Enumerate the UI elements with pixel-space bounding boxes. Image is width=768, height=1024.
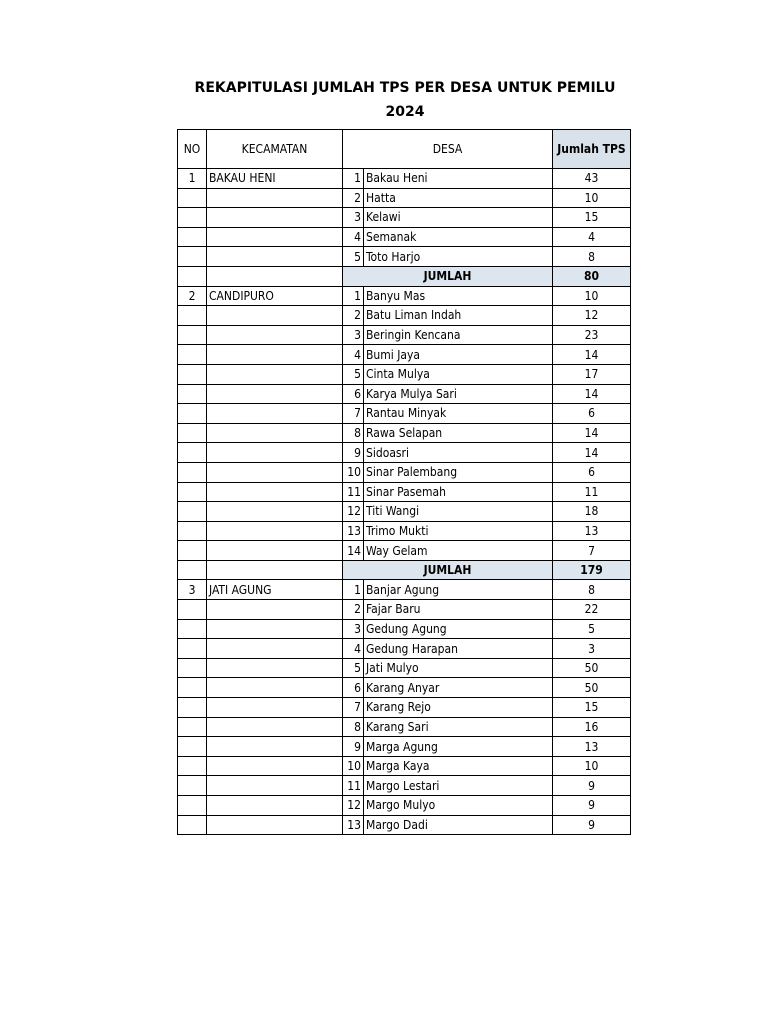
cell-desa-number: 8 [343,717,364,737]
cell-no [178,462,207,482]
cell-no [178,717,207,737]
title-line-2: 2024 [385,104,425,120]
cell-jumlah-tps: 9 [553,796,631,816]
cell-jumlah-tps: 23 [553,325,631,345]
cell-kecamatan [207,364,343,384]
cell-desa: Gedung Harapan [364,639,553,659]
table-row [178,796,631,816]
table-body [178,169,631,835]
cell-desa-number: 4 [343,227,364,247]
cell-no [178,208,207,228]
table-row [178,188,631,208]
cell-kecamatan [207,639,343,659]
table-row [178,541,631,561]
cell-desa-number: 9 [343,443,364,463]
cell-desa: Jati Mulyo [364,658,553,678]
cell-kecamatan [207,208,343,228]
cell-desa: Beringin Kencana [364,325,553,345]
cell-jumlah-tps: 50 [553,678,631,698]
cell-jumlah-tps: 18 [553,502,631,522]
cell-desa: Semanak [364,227,553,247]
table-row [178,345,631,365]
table-row [178,737,631,757]
cell-desa-number: 1 [343,286,364,306]
cell-jumlah-tps: 10 [553,756,631,776]
cell-kecamatan [207,502,343,522]
tps-recap-table [177,129,631,835]
cell-desa-number: 3 [343,619,364,639]
cell-jumlah-tps: 22 [553,600,631,620]
cell-no [178,502,207,522]
cell-jumlah-tps: 10 [553,188,631,208]
cell-no [178,658,207,678]
cell-desa-number: 6 [343,384,364,404]
cell-desa: Batu Liman Indah [364,306,553,326]
cell-no [178,325,207,345]
table-row [178,247,631,267]
cell-desa-number: 2 [343,188,364,208]
cell-desa: Karang Rejo [364,698,553,718]
cell-kecamatan [207,188,343,208]
cell-desa-number: 5 [343,658,364,678]
cell-kecamatan [207,521,343,541]
cell-desa-number: 5 [343,364,364,384]
cell-kecamatan [207,541,343,561]
cell-desa-number: 8 [343,423,364,443]
cell-desa: Gedung Agung [364,619,553,639]
cell-kecamatan [207,462,343,482]
table-row [178,580,631,600]
cell-no [178,443,207,463]
cell-kecamatan [207,404,343,424]
title-line-1: REKAPITULASI JUMLAH TPS PER DESA UNTUK PEMILU [194,80,616,96]
table-row [178,482,631,502]
table-row [178,815,631,835]
cell-desa: Toto Harjo [364,247,553,267]
subtotal-value: 80 [553,266,631,286]
cell-kecamatan [207,325,343,345]
cell-jumlah-tps: 14 [553,384,631,404]
cell-no [178,404,207,424]
cell-no [178,796,207,816]
cell-desa: Trimo Mukti [364,521,553,541]
cell-desa-number: 3 [343,208,364,228]
cell-kecamatan [207,815,343,835]
table-row [178,443,631,463]
cell-kecamatan [207,678,343,698]
cell-kecamatan [207,227,343,247]
cell-jumlah-tps: 15 [553,208,631,228]
cell-desa: Banyu Mas [364,286,553,306]
cell-kecamatan [207,658,343,678]
cell-desa-number: 10 [343,462,364,482]
table-row [178,521,631,541]
cell-jumlah-tps: 8 [553,247,631,267]
cell-no [178,600,207,620]
cell-jumlah-tps: 8 [553,580,631,600]
cell-no [178,619,207,639]
cell-no [178,227,207,247]
cell-kecamatan: BAKAU HENI [207,169,343,189]
cell-jumlah-tps: 11 [553,482,631,502]
cell-no [178,247,207,267]
cell-no [178,815,207,835]
cell-desa-number: 12 [343,502,364,522]
cell-jumlah-tps: 16 [553,717,631,737]
cell-no: 2 [178,286,207,306]
cell-desa: Karya Mulya Sari [364,384,553,404]
cell-kecamatan [207,384,343,404]
cell-kecamatan: CANDIPURO [207,286,343,306]
cell-desa: Way Gelam [364,541,553,561]
cell-no [178,698,207,718]
cell-desa: Rantau Minyak [364,404,553,424]
cell-jumlah-tps: 6 [553,404,631,424]
cell-desa: Bakau Heni [364,169,553,189]
cell-kecamatan [207,776,343,796]
cell-desa-number: 12 [343,796,364,816]
cell-no [178,384,207,404]
cell-desa: Karang Sari [364,717,553,737]
cell-jumlah-tps: 15 [553,698,631,718]
table-row [178,169,631,189]
table-row [178,776,631,796]
cell-desa: Marga Kaya [364,756,553,776]
cell-no [178,639,207,659]
cell-kecamatan [207,345,343,365]
cell-desa-number: 7 [343,404,364,424]
cell-no: 3 [178,580,207,600]
cell-desa-number: 6 [343,678,364,698]
cell-no [178,521,207,541]
cell-kecamatan [207,443,343,463]
cell-no [178,188,207,208]
cell-jumlah-tps: 13 [553,737,631,757]
table-row [178,639,631,659]
cell-no [178,776,207,796]
cell-desa-number: 13 [343,521,364,541]
table-row [178,658,631,678]
table-row [178,208,631,228]
cell-kecamatan [207,423,343,443]
table-row [178,227,631,247]
subtotal-label: JUMLAH [343,266,553,286]
cell-desa: Karang Anyar [364,678,553,698]
cell-desa: Sinar Palembang [364,462,553,482]
cell-jumlah-tps: 10 [553,286,631,306]
cell-desa-number: 2 [343,306,364,326]
cell-no [178,560,207,580]
cell-kecamatan [207,796,343,816]
cell-jumlah-tps: 5 [553,619,631,639]
cell-jumlah-tps: 9 [553,776,631,796]
cell-no: 1 [178,169,207,189]
header-desa: DESA [343,130,553,169]
cell-jumlah-tps: 43 [553,169,631,189]
cell-desa-number: 4 [343,345,364,365]
cell-desa-number: 1 [343,580,364,600]
cell-kecamatan [207,247,343,267]
cell-desa: Margo Dadi [364,815,553,835]
cell-desa: Cinta Mulya [364,364,553,384]
cell-kecamatan [207,306,343,326]
cell-no [178,541,207,561]
cell-kecamatan [207,698,343,718]
cell-desa-number: 1 [343,169,364,189]
table-row [178,678,631,698]
cell-desa: Marga Agung [364,737,553,757]
table-row [178,619,631,639]
cell-desa: Sidoasri [364,443,553,463]
cell-desa: Rawa Selapan [364,423,553,443]
table-row [178,717,631,737]
cell-kecamatan [207,717,343,737]
cell-no [178,678,207,698]
cell-no [178,482,207,502]
cell-no [178,737,207,757]
cell-no [178,423,207,443]
table-row [178,364,631,384]
cell-jumlah-tps: 17 [553,364,631,384]
cell-desa: Bumi Jaya [364,345,553,365]
table-row [178,286,631,306]
table-header-row [178,130,631,169]
cell-desa-number: 11 [343,482,364,502]
cell-jumlah-tps: 9 [553,815,631,835]
cell-no [178,345,207,365]
cell-kecamatan [207,482,343,502]
table-row [178,384,631,404]
cell-no [178,306,207,326]
cell-desa-number: 5 [343,247,364,267]
cell-desa-number: 10 [343,756,364,776]
cell-no [178,756,207,776]
cell-desa-number: 2 [343,600,364,620]
table-row [178,600,631,620]
cell-desa: Titi Wangi [364,502,553,522]
cell-kecamatan [207,560,343,580]
cell-kecamatan [207,756,343,776]
cell-jumlah-tps: 12 [553,306,631,326]
cell-kecamatan [207,619,343,639]
subtotal-row [178,266,631,286]
table-row [178,502,631,522]
cell-no [178,266,207,286]
header-no: NO [178,130,207,169]
table-row [178,306,631,326]
header-kecamatan: KECAMATAN [207,130,343,169]
cell-desa: Fajar Baru [364,600,553,620]
table-row [178,423,631,443]
cell-jumlah-tps: 14 [553,345,631,365]
cell-desa-number: 3 [343,325,364,345]
cell-desa: Hatta [364,188,553,208]
cell-desa: Margo Lestari [364,776,553,796]
cell-jumlah-tps: 7 [553,541,631,561]
cell-desa-number: 14 [343,541,364,561]
cell-desa: Kelawi [364,208,553,228]
subtotal-row [178,560,631,580]
cell-jumlah-tps: 50 [553,658,631,678]
cell-kecamatan [207,266,343,286]
cell-desa-number: 4 [343,639,364,659]
table-row [178,325,631,345]
cell-kecamatan [207,600,343,620]
cell-jumlah-tps: 6 [553,462,631,482]
table-row [178,698,631,718]
cell-desa: Sinar Pasemah [364,482,553,502]
cell-kecamatan [207,737,343,757]
cell-jumlah-tps: 4 [553,227,631,247]
cell-desa-number: 9 [343,737,364,757]
cell-desa: Margo Mulyo [364,796,553,816]
cell-kecamatan: JATI AGUNG [207,580,343,600]
cell-desa-number: 11 [343,776,364,796]
table-row [178,404,631,424]
page-title [150,76,660,124]
cell-desa-number: 7 [343,698,364,718]
cell-jumlah-tps: 13 [553,521,631,541]
cell-desa-number: 13 [343,815,364,835]
cell-desa: Banjar Agung [364,580,553,600]
cell-jumlah-tps: 14 [553,443,631,463]
table-row [178,756,631,776]
subtotal-label: JUMLAH [343,560,553,580]
table-row [178,462,631,482]
header-jumlah-tps: Jumlah TPS [553,130,631,169]
cell-no [178,364,207,384]
cell-jumlah-tps: 14 [553,423,631,443]
subtotal-value: 179 [553,560,631,580]
cell-jumlah-tps: 3 [553,639,631,659]
